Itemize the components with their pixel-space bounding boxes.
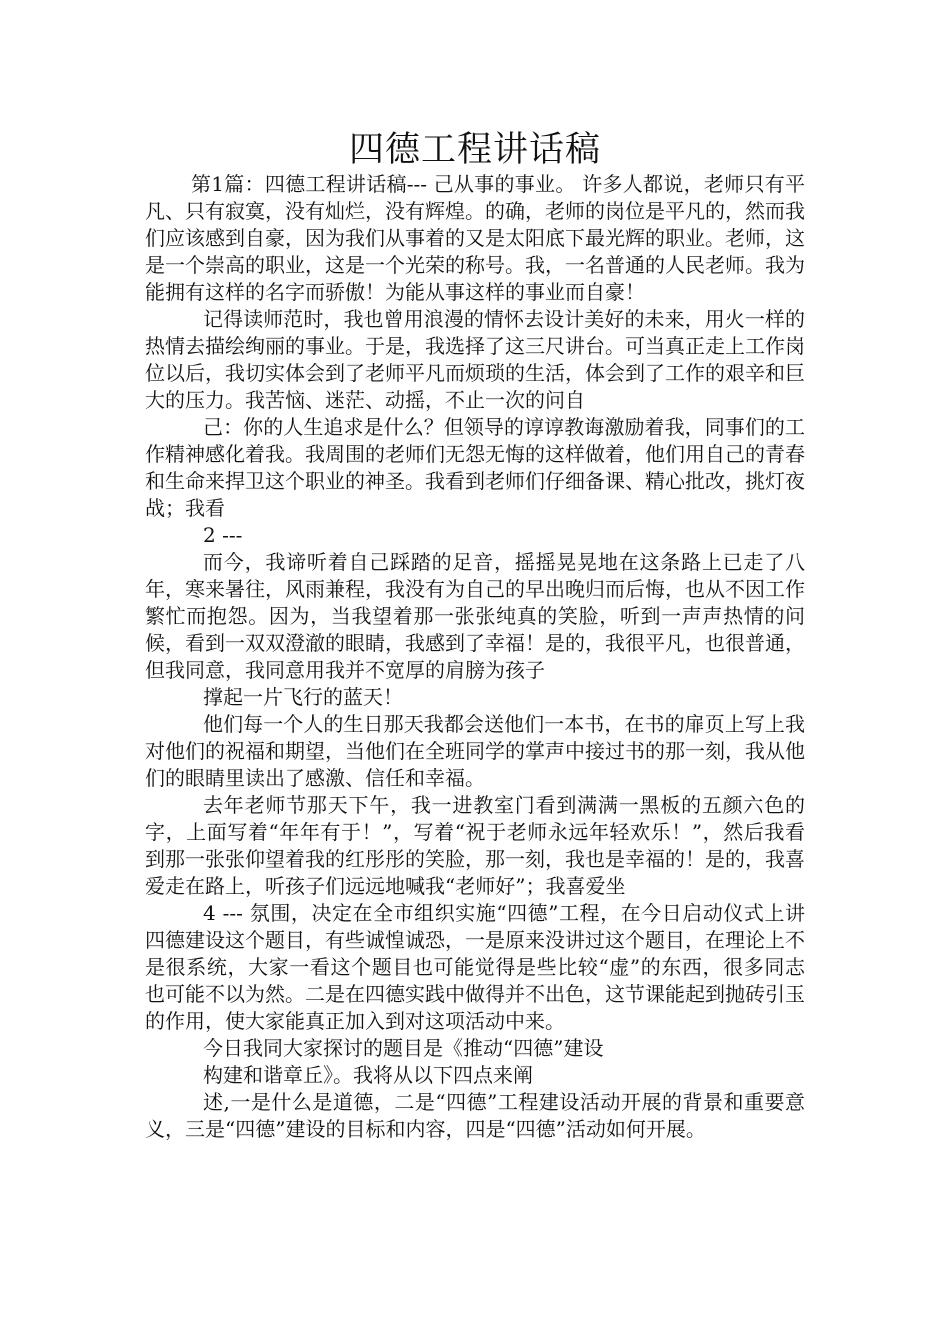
paragraph-5: 撑起一片飞行的蓝天！ [203, 685, 403, 709]
paragraph-7: 去年老师节那天下午，我一进教室门看到满满一黑板的五颜六色的字，上面写着“年年有于！”，写着“祝于老师永远年轻欢乐！”，然后我看到那一张张仰望着我的红彤彤的笑脸，那一刻，我也是幸福的！是的，我喜爱走在路上，听孩子们远远地喊我“老师好”；我喜爱坐 [145, 793, 805, 898]
paragraph-2: 记得读师范时，我也曾用浪漫的情怀去设计美好的未来，用火一样的热情去描绘绚丽的事业。于是，我选择了这三尺讲台。可当真正走上工作岗位以后，我切实体会到了老师平凡而烦琐的生活，体会到了工作的艰辛和巨大的压力。我苦恼、迷茫、动摇，不止一次的问自 [145, 307, 805, 412]
paragraph-4: 而今，我谛听着自己踩踏的足音，摇摇晃晃地在这条路上已走了八年，寒来暑往，风雨兼程，我没有为自己的早出晚归而后悔，也从不因工作繁忙而抱怨。因为，当我望着那一张张纯真的笑脸，听到一声声热情的问候，看到一双双澄澈的眼睛，我感到了幸福！是的，我很平凡，也很普通，但我同意，我同意用我并不宽厚的肩膀为孩子 [145, 550, 805, 682]
paragraph-3: 己：你的人生追求是什么？但领导的谆谆教诲激励着我，同事们的工作精神感化着我。我周围的老师们无怨无悔的这样做着，他们用自己的青春和生命来捍卫这个职业的神圣。我看到老师们仔细备课、精心批改，挑灯夜战；我看 [145, 415, 805, 520]
paragraph-8: 4 --- 氛围，决定在全市组织实施“四德”工程，在今日启动仪式上讲四德建设这个题目，有些诚惶诚恐，一是原来没讲过这个题目，在理论上不是很系统，大家一看这个题目也可能觉得是些比较“虚”的东西，很多同志也可能不以为然。二是在四德实践中做得并不出色，这节课能起到抛砖引玉的作用，使大家能真正加入到对这项活动中来。 [145, 901, 805, 1033]
paragraph-6: 他们每一个人的生日那天我都会送他们一本书，在书的扉页上写上我对他们的祝福和期望，当他们在全班同学的掌声中接过书的那一刻，我从他们的眼睛里读出了感激、信任和幸福。 [145, 712, 805, 790]
paragraph-1: 第1篇：四德工程讲话稿--- 己从事的事业。 许多人都说，老师只有平凡、只有寂寞，没有灿烂，没有辉煌。的确，老师的岗位是平凡的，然而我们应该感到自豪，因为我们从事着的又是太阳底下最光辉的职业。老师，这是一个崇高的职业，这是一个光荣的称号。我，一名普通的人民老师。我为能拥有这样的名字而骄傲！为能从事这样的事业而自豪！ [145, 172, 805, 304]
page-marker-2: 2 --- [203, 523, 243, 547]
document-title: 四德工程讲话稿 [348, 130, 601, 170]
document-body [145, 171, 805, 1143]
paragraph-11: 述,一是什么是道德，二是“四德”工程建设活动开展的背景和重要意义，三是“四德”建设的目标和内容，四是“四德”活动如何开展。 [145, 1090, 805, 1141]
paragraph-10: 构建和谐章丘》。我将从以下四点来阐 [203, 1063, 533, 1087]
paragraph-9: 今日我同大家探讨的题目是《推动“四德”建设 [203, 1036, 604, 1060]
